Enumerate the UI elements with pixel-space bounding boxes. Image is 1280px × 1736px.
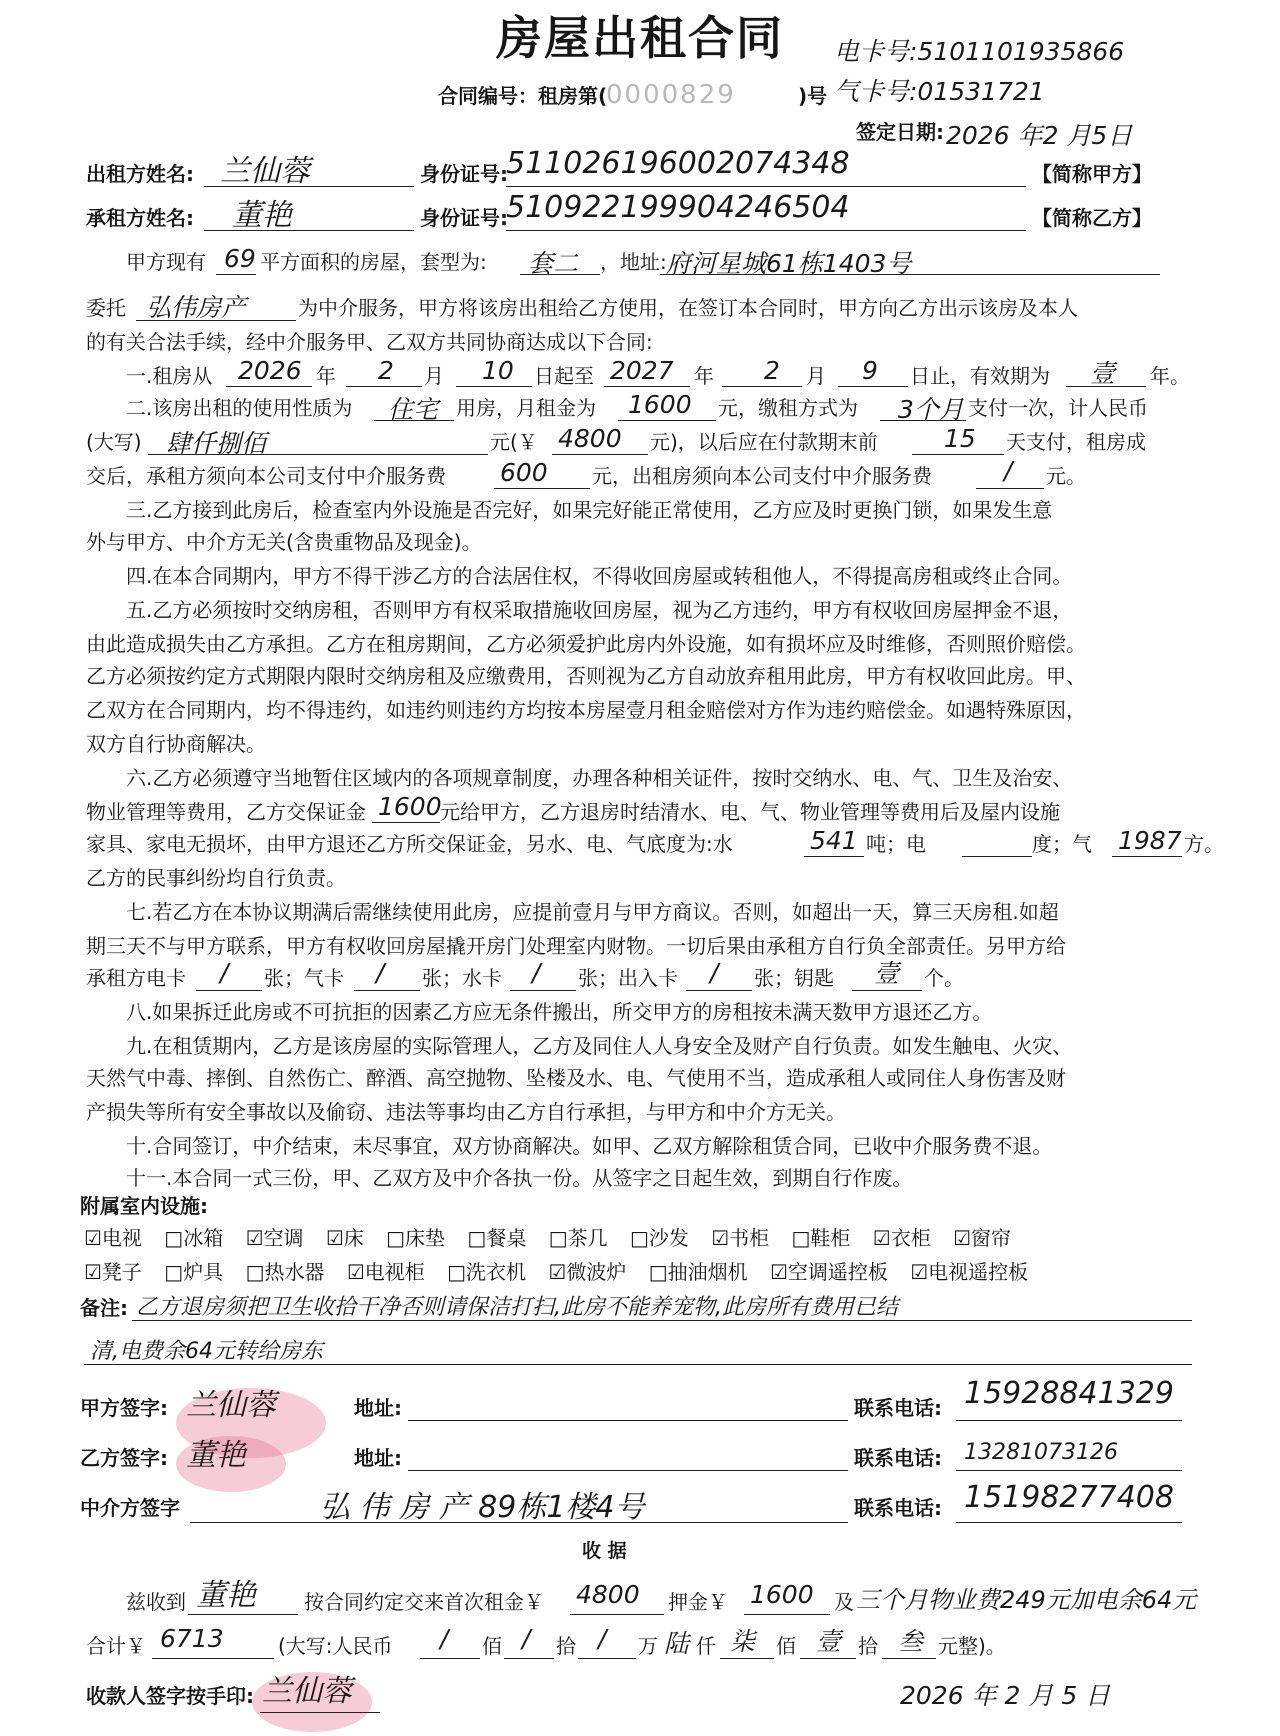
clause2-days: 15: [944, 424, 976, 453]
party-a-signature: 兰仙蓉: [186, 1388, 276, 1423]
facility-item: ☑空调: [245, 1226, 304, 1250]
clause1-month-start: 2: [378, 356, 394, 385]
receipt-text-13: 元整)。: [938, 1634, 1006, 1658]
clause1-text-3: 月: [424, 364, 444, 388]
clause6-line-3a: 家具、家电无损坏，由甲方退还乙方所交保证金，另水、电、气底度为:水: [86, 832, 733, 856]
receipt-first-rent: 4800: [576, 1580, 640, 1609]
property-text-5: 为中介服务，甲方将该房出租给乙方使用，在签订本合同时，甲方向乙方出示该房及本人: [298, 296, 1078, 320]
receipt-payer: 董艳: [196, 1578, 256, 1613]
clause1-text-1: 一.租房从: [126, 364, 213, 388]
property-address: 府河星城61栋1403号: [666, 249, 912, 278]
receipt-sum: 6713: [160, 1624, 224, 1653]
property-text-4: 委托: [86, 296, 126, 320]
receipt-upper-3: /: [598, 1624, 607, 1653]
receipt-deposit: 1600: [750, 1580, 814, 1609]
party-b-address-label: 地址:: [354, 1446, 402, 1470]
clause5-line-4: 乙双方在合同期内，均不得违约，如违约则违约方均按本房屋壹月租金赔偿对方作为违约赔偿金。如遇特殊原因，: [86, 698, 1086, 722]
facility-item: □茶几: [548, 1226, 608, 1250]
clause6-line-3c: 度；气: [1032, 832, 1092, 856]
clause5-line-3: 乙方必须按约定方式期限内限时交纳房租及应缴费用，否则视为乙方自动放弃租用此房，甲方有权收回此房。甲、: [86, 664, 1086, 688]
clause2-text-8: 天支付，租房成: [1006, 430, 1146, 454]
clause6-water-reading: 541: [810, 826, 858, 855]
clause9-line-2: 天然气中毒、摔倒、自然伤亡、醉酒、高空抛物、坠楼及水、电、气使用不当，造成承租人或同住人身伤害及财: [86, 1066, 1066, 1090]
clause6-line-3d: 方。: [1184, 832, 1224, 856]
receipt-text-9: 万: [638, 1634, 658, 1658]
property-text-6: 的有关合法手续，经中介服务甲、乙双方共同协商达成以下合同:: [86, 330, 653, 354]
document-title: 房屋出租合同: [496, 11, 784, 65]
receipt-date: 2026 年 2 月 5 日: [900, 1681, 1111, 1710]
facility-item: ☑窗帘: [953, 1226, 1012, 1250]
clause1-term: 壹: [1090, 359, 1116, 388]
clause2-text-5: (大写): [86, 430, 142, 454]
clause7-line-3e: 张；钥匙: [754, 966, 834, 990]
clause5-line-5: 双方自行协商解决。: [86, 732, 266, 756]
clause2-text-10: 元，出租房须向本公司支付中介服务费: [592, 464, 932, 488]
remark-line-2: 清,电费余64元转给房东: [90, 1339, 323, 1364]
clause2-text-11: 元。: [1046, 464, 1086, 488]
clause7-water-cards: /: [532, 958, 541, 987]
clause7-line-2: 期三天不与甲方联系，甲方有权收回房屋撬开房门处理室内财物。一切后果由承租方自行负全部责任。另甲方给: [86, 934, 1066, 958]
facility-item: □鞋柜: [791, 1226, 851, 1250]
clause2-rent: 1600: [628, 390, 692, 419]
receipt-text-3: 押金￥: [668, 1590, 728, 1614]
clause2-text-3: 元，缴租方式为: [718, 396, 858, 420]
lessor-id-label: 身份证号:: [420, 162, 508, 186]
clause7-keys: 壹: [874, 959, 900, 988]
clause2-fee: 600: [500, 458, 548, 487]
receipt-text-5: 合计￥: [86, 1634, 146, 1658]
clause2-text-7: 元)，以后应在付款期末前: [650, 430, 878, 454]
party-b-tel: 13281073126: [964, 1440, 1118, 1465]
clause6-line-1: 六.乙方必须遵守当地暂住区域内的各项规章制度，办理各种相关证件，按时交纳水、电、气、卫生及治安、: [126, 766, 1073, 790]
facility-item: □洗衣机: [447, 1260, 527, 1284]
lessor-name-label: 出租方姓名:: [86, 162, 194, 186]
facility-item: ☑书柜: [711, 1226, 770, 1250]
clause6-line-4: 乙方的民事纠纷均自行负责。: [86, 866, 346, 890]
clause7-line-3a: 承租方电卡: [86, 966, 186, 990]
property-area: 69: [224, 244, 256, 273]
party-a-sign-label: 甲方签字:: [80, 1396, 168, 1420]
lessee-abbr: 【简称乙方】: [1032, 206, 1152, 230]
facility-item: ☑电视遥控板: [910, 1260, 1029, 1284]
party-b-sign-label: 乙方签字:: [80, 1446, 168, 1470]
agency-name: 弘伟房产: [146, 293, 247, 322]
facility-item: ☑电视: [84, 1226, 142, 1250]
receipt-text-2: 按合同约定交来首次租金￥: [304, 1590, 544, 1614]
clause1-text-4: 日起至: [534, 364, 594, 388]
property-text-1: 甲方现有: [126, 250, 206, 274]
facility-item: □冰箱: [164, 1226, 224, 1250]
clause6-deposit: 1600: [378, 792, 442, 821]
clause10-line-1: 十.合同签订，中介结束，未尽事宜，双方协商解决。如甲、乙双方解除租赁合同，已收中介服务费不退。: [126, 1134, 1053, 1158]
property-type: 套二: [528, 249, 579, 278]
facility-item: □餐桌: [467, 1226, 527, 1250]
clause1-text-5: 年: [694, 364, 714, 388]
clause1-month-end: 2: [764, 356, 780, 385]
receipt-text-10: 仟: [696, 1634, 716, 1658]
clause7-electric-cards: /: [220, 958, 229, 987]
receipt-text-12: 拾: [858, 1634, 878, 1658]
receipt-text-11: 佰: [776, 1634, 796, 1658]
contract-no-value: 0000829: [606, 80, 736, 110]
lessee-id-label: 身份证号:: [420, 206, 508, 230]
party-b-tel-label: 联系电话:: [854, 1446, 942, 1470]
clause2-text-1: 二.该房出租的使用性质为: [126, 396, 353, 420]
clause11-line-1: 十一.本合同一式三份，甲、乙双方及中介各执一份。从签字之日起生效，到期自行作废。: [126, 1166, 913, 1190]
property-text-2: 平方面积的房屋，套型为:: [260, 250, 487, 274]
clause7-access-cards: /: [710, 958, 719, 987]
clause6-line-2a: 物业管理等费用，乙方交保证金: [86, 800, 366, 824]
clause1-day-start: 10: [482, 356, 514, 385]
clause7-line-3d: 张；出入卡: [578, 966, 678, 990]
clause3-line-1: 三.乙方接到此房后，检查室内外设施是否完好，如果完好能正常使用，乙方应及时更换门锁，如果发生意: [126, 498, 1053, 522]
receipt-upper-5: 柒: [730, 1627, 756, 1656]
facilities-row-2: [84, 1262, 1030, 1282]
lessee-id: 510922199904246504: [506, 190, 850, 225]
party-a-tel-label: 联系电话:: [854, 1396, 942, 1420]
receiver-label: 收款人签字按手印:: [86, 1684, 254, 1708]
gas-card-note: 气卡号:01531721: [834, 77, 1045, 106]
facility-item: ☑空调遥控板: [769, 1260, 888, 1284]
clause1-text-8: 年。: [1150, 364, 1190, 388]
agency-sign-label: 中介方签字: [80, 1496, 180, 1520]
contract-no-suffix: )号: [798, 84, 828, 108]
facility-item: ☑床: [325, 1226, 364, 1250]
receipt-upper-7: 叁: [898, 1627, 924, 1656]
facilities-row-1: [84, 1228, 1013, 1248]
clause6-line-3b: 吨；电: [866, 832, 926, 856]
clause7-line-3b: 张；气卡: [264, 966, 344, 990]
clause7-line-3c: 张；水卡: [422, 966, 502, 990]
receipt-text-4: 及: [834, 1590, 854, 1614]
receipt-upper-6: 壹: [816, 1627, 842, 1656]
facilities-label: 附属室内设施:: [80, 1194, 208, 1218]
clause2-text-4: 支付一次，计人民币: [968, 396, 1148, 420]
clause2-text-2: 用房，月租金为: [456, 396, 596, 420]
electric-card-note: 电卡号:5101101935866: [834, 37, 1125, 66]
facility-item: □沙发: [629, 1226, 689, 1250]
receipt-title: 收 据: [582, 1540, 627, 1562]
receipt-upper-2: /: [522, 1624, 531, 1653]
clause2-amount-upper: 肆仟捌佰: [166, 429, 267, 458]
clause7-line-1: 七.若乙方在本协议期满后需继续使用此房，应提前壹月与甲方商议。否则，如超出一天，算三天房租.如超: [126, 900, 1059, 924]
party-a-tel: 15928841329: [964, 1376, 1174, 1411]
lessor-abbr: 【简称甲方】: [1032, 162, 1152, 186]
receipt-text-8: 拾: [556, 1634, 576, 1658]
clause2-text-9: 交后，承租方须向本公司支付中介服务费: [86, 464, 446, 488]
clause6-line-2b: 元给甲方，乙方退房时结清水、电、气、物业管理等费用后及屋内设施: [440, 800, 1060, 824]
property-text-3: ，地址:: [600, 250, 667, 274]
clause9-line-1: 九.在租赁期内，乙方是该房屋的实际管理人，乙方及同住人人身安全及财产自行负责。如发生触电、火灾、: [126, 1034, 1073, 1058]
lessee-name-label: 承租方姓名:: [86, 206, 194, 230]
party-b-signature: 董艳: [186, 1438, 246, 1473]
sign-date-label: 签定日期:: [856, 120, 944, 144]
clause1-text-2: 年: [316, 364, 336, 388]
sign-date-value: 2026 年2 月5日: [946, 121, 1133, 150]
receipt-text-6: (大写:人民币: [278, 1634, 393, 1658]
clause7-line-3f: 个。: [924, 966, 964, 990]
receipt-upper-1: /: [440, 1624, 449, 1653]
clause1-text-6: 月: [806, 364, 826, 388]
receipt-text-1: 兹收到: [126, 1590, 186, 1614]
clause3-line-2: 外与甲方、中介方无关(含贵重物品及现金)。: [86, 530, 482, 554]
facility-item: □床垫: [386, 1226, 446, 1250]
lessor-id: 511026196002074348: [506, 146, 850, 181]
facility-item: ☑凳子: [84, 1260, 142, 1284]
agency-tel: 15198277408: [964, 1480, 1174, 1515]
clause1-year-end: 2027: [610, 356, 674, 385]
receipt-upper-4: 陆: [664, 1629, 690, 1658]
lessee-name: 董艳: [232, 198, 292, 233]
remark-label: 备注:: [80, 1296, 128, 1320]
clause5-line-1: 五.乙方必须按时交纳房租，否则甲方有权采取措施收回房屋，视为乙方违约，甲方有权收回房屋押金不退，: [126, 598, 1073, 622]
clause1-year-start: 2026: [238, 356, 302, 385]
facility-item: □热水器: [245, 1260, 325, 1284]
clause2-amount: 4800: [558, 424, 622, 453]
facility-item: ☑电视柜: [346, 1260, 425, 1284]
receiver-signature: 兰仙蓉: [262, 1674, 352, 1709]
clause9-line-3: 产损失等所有安全事故以及偷窃、违法等事均由乙方自行承担，与甲方和中介方无关。: [86, 1100, 846, 1124]
clause7-gas-cards: /: [376, 958, 385, 987]
agency-tel-label: 联系电话:: [854, 1496, 942, 1520]
clause2-text-6: 元(￥: [490, 430, 538, 454]
receipt-text-7: 佰: [482, 1634, 502, 1658]
clause5-line-2: 由此造成损失由乙方承担。乙方在租房期间，乙方必须爱护此房内外设施，如有损坏应及时维修，否则照价赔偿。: [86, 632, 1086, 656]
clause2-use: 住宅: [388, 395, 439, 424]
lessor-name: 兰仙蓉: [220, 154, 310, 189]
clause1-text-7: 日止，有效期为: [910, 364, 1050, 388]
clause1-day-end: 9: [862, 356, 878, 385]
contract-no-label: 合同编号：租房第(: [438, 84, 608, 108]
facility-item: ☑衣柜: [872, 1226, 931, 1250]
receipt-extra: 三个月物业费249元加电余64元: [856, 1586, 1197, 1614]
clause2-pay-mode: 3个月: [898, 395, 964, 424]
facility-item: □炉具: [164, 1260, 224, 1284]
facility-item: ☑微波炉: [548, 1260, 627, 1284]
party-a-address-label: 地址:: [354, 1396, 402, 1420]
clause2-fee2: /: [1004, 456, 1013, 485]
clause4-line-1: 四.在本合同期内，甲方不得干涉乙方的合法居住权，不得收回房屋或转租他人，不得提高房租或终止合同。: [126, 564, 1073, 588]
clause8-line-1: 八.如果拆迁此房或不可抗拒的因素乙方应无条件搬出，所交甲方的房租按未满天数甲方退还乙方。: [126, 1000, 993, 1024]
facility-item: □抽油烟机: [648, 1260, 748, 1284]
remark-line-1: 乙方退房须把卫生收拾干净否则请保洁打扫,此房不能养宠物,此房所有费用已结: [136, 1295, 898, 1320]
clause6-gas-reading: 1987: [1118, 826, 1182, 855]
agency-signature: 弘 伟 房 产 89栋1楼4号: [320, 1490, 645, 1525]
